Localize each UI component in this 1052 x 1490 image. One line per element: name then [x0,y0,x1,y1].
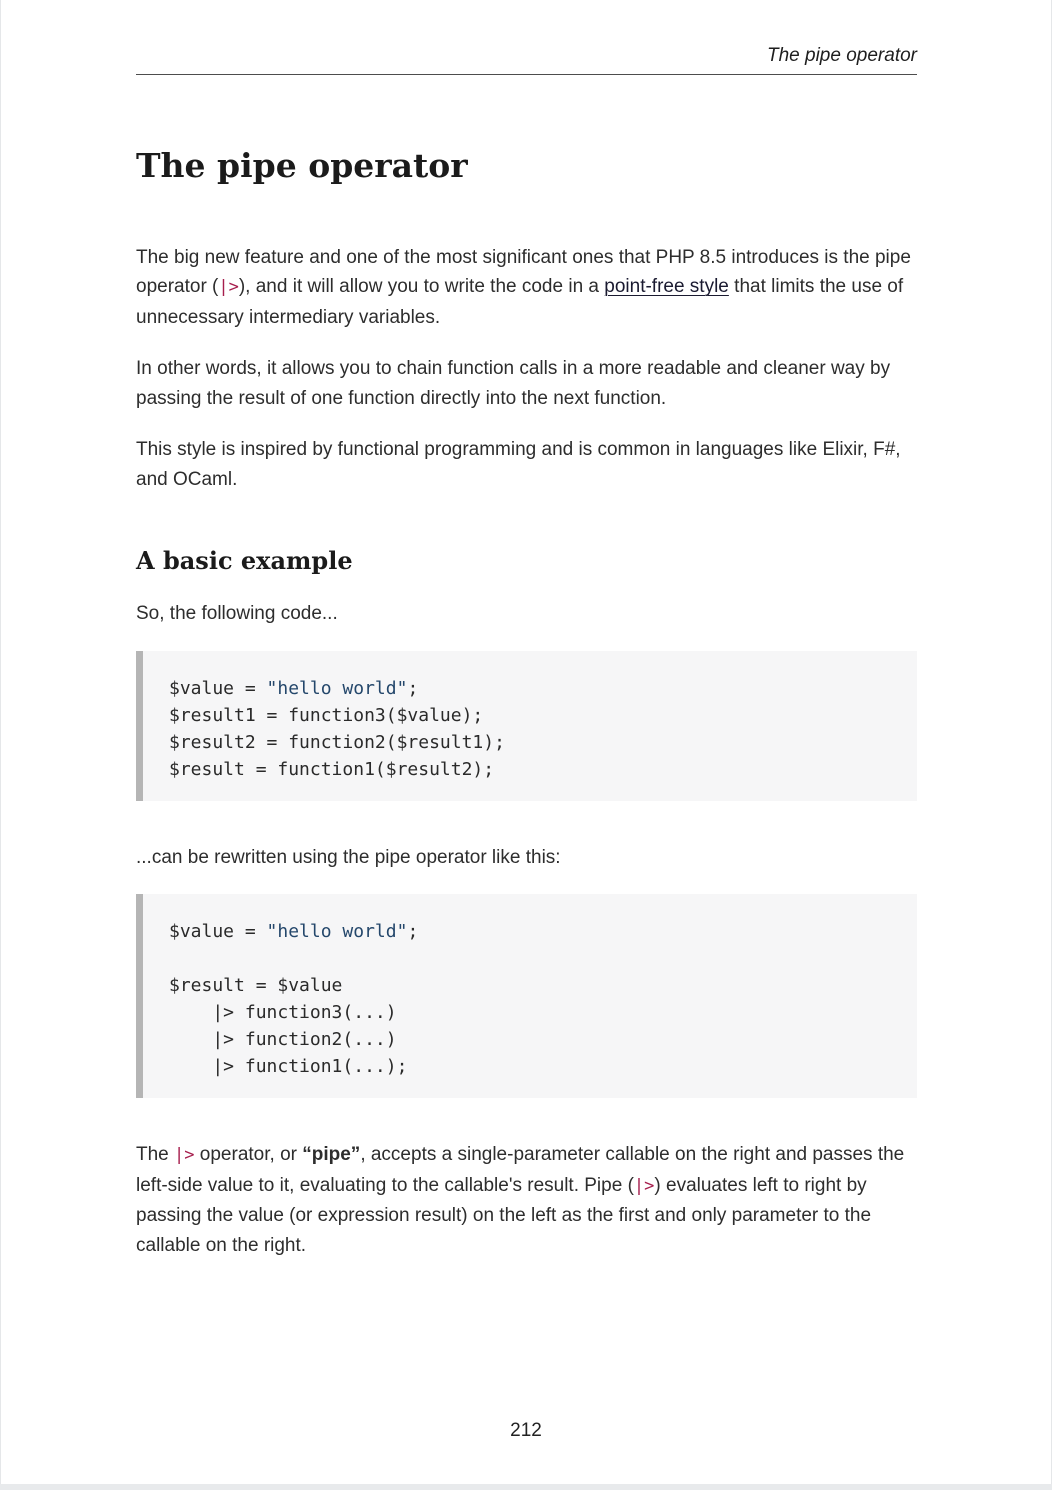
text-segment: $value = [169,677,267,699]
inline-code-pipe-operator: |> [633,1175,655,1196]
text-segment: The [136,1144,175,1166]
text-segment: |> function1(...); [169,1056,408,1078]
text-segment: $result1 = function3($value); [169,704,484,726]
chaining-paragraph [136,354,917,413]
text-segment: $result = function1($result2); [169,758,495,780]
pipe-explanation-paragraph [136,1140,917,1260]
pipe-bold-term: “pipe” [302,1144,361,1166]
text-segment: ), and it will allow you to write the code in a [238,276,605,298]
intro-paragraph [136,243,917,333]
running-header-title: The pipe operator [767,45,917,66]
code-block-with-pipe [136,894,917,1098]
section-heading-basic-example: A basic example [136,546,353,576]
page-title: The pipe operator [136,146,468,185]
text-segment: $value = [169,921,267,943]
code-line [169,702,891,729]
text-segment: "hello world" [266,921,408,943]
page-content [136,0,917,1260]
code-line [169,675,891,702]
code-line [169,945,891,972]
code-line [169,729,891,756]
page-footer [1,1420,1051,1442]
text-segment: ; [407,921,419,943]
text-segment: , accepts a single-parameter callable on the right and passes the left-side value to it, evaluating to the callable's result. Pipe ( [136,1144,905,1196]
text-segment: ) evaluates left to right by passing the value (or expression result) on the left as the first and only parameter to the callable on the right. [136,1174,872,1256]
inline-code-pipe-operator: |> [218,277,239,298]
code-line [169,918,891,945]
text-segment: So, the following code... [136,603,338,625]
text-segment: |> function2(...) [169,1029,397,1051]
inspiration-paragraph [136,435,917,494]
text-segment: |> function3(...) [169,1002,397,1024]
code-line [169,756,891,783]
text-segment: "hello world" [266,677,408,699]
header-rule [136,74,917,75]
code-line [169,1026,891,1053]
text-segment: that limits the use of unnecessary intermediary variables. [136,276,904,328]
text-segment: $result2 = function2($result1); [169,731,505,753]
text-segment: ...can be rewritten using the pipe operator like this: [136,846,561,868]
rewrite-paragraph [136,843,917,873]
text-segment: This style is inspired by functional programming and is common in languages like Elixir, F#, and OCaml. [136,439,901,490]
code-line [169,999,891,1026]
inline-code-pipe-operator: |> [174,1145,195,1166]
text-segment: ; [407,677,419,699]
text-segment [169,948,180,969]
page-number: 212 [510,1420,542,1441]
code-line [169,1053,891,1080]
text-segment: In other words, it allows you to chain function calls in a more readable and cleaner way by passing the result of one function directly into the next function. [136,358,891,409]
text-segment: The big new feature and one of the most significant ones that PHP 8.5 introduces is the pipe operator ( [136,246,911,298]
text-segment: $result = $value [169,975,343,997]
code-intro-paragraph [136,599,917,629]
code-line [169,972,891,999]
point-free-style-link[interactable]: point-free style [604,276,729,298]
code-block-before-pipe [136,651,917,801]
running-header [136,0,917,67]
text-segment: operator, or [194,1144,303,1166]
